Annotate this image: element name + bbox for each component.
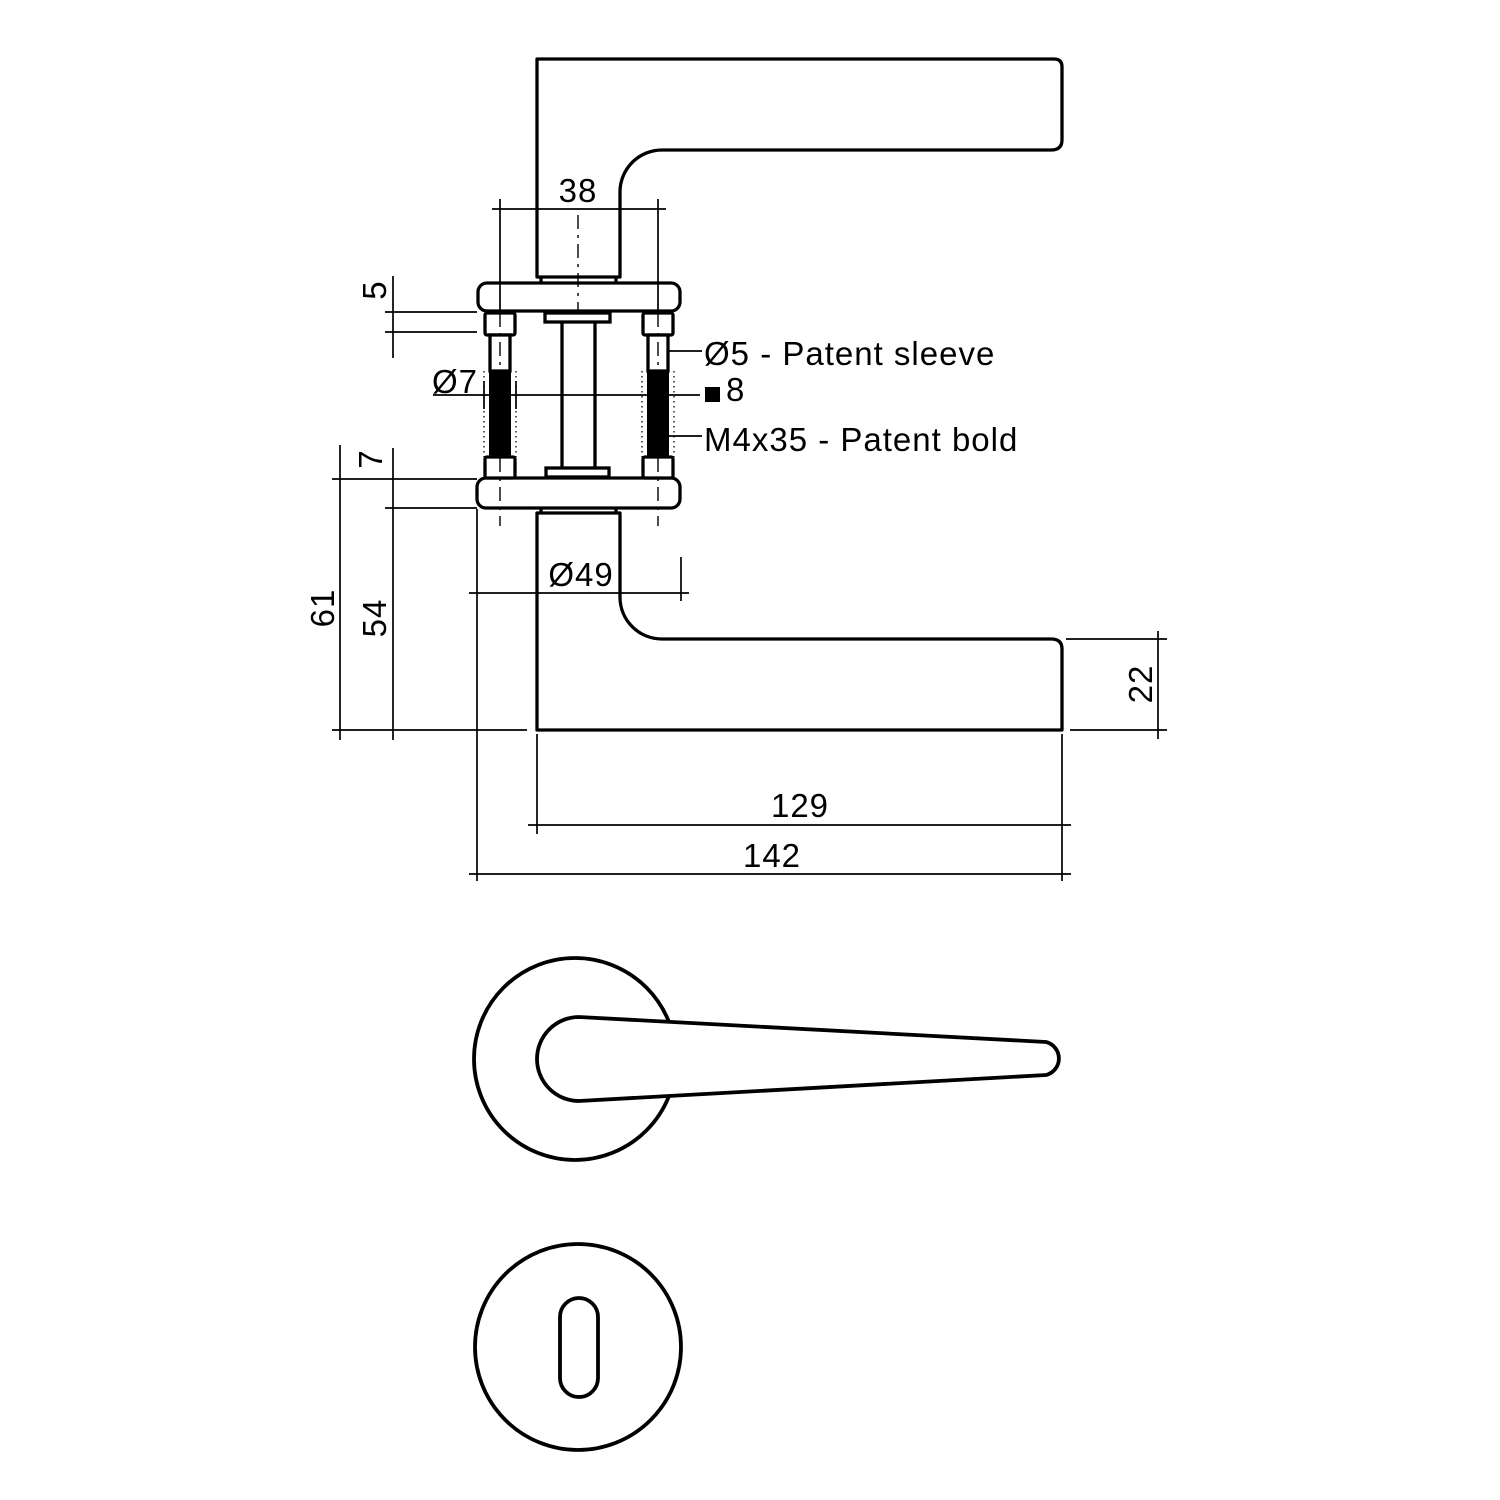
filled-shapes-layer (489, 371, 720, 457)
callout-patent-bolt-label: M4x35 - Patent bold (704, 421, 1019, 458)
bottom-lever-side-view (537, 513, 1062, 730)
dim-5-label: 5 (356, 280, 393, 300)
keyhole-slot (560, 1298, 598, 1397)
square-spindle-marker (705, 387, 720, 402)
top-lever-side-view (537, 59, 1062, 277)
dim-22-label: 22 (1122, 664, 1159, 704)
spindle-bottom-cap (546, 468, 609, 477)
dim-7-label: 7 (352, 449, 389, 469)
top-rose (478, 283, 680, 311)
callout-spindle-size-label: 8 (726, 371, 746, 408)
dim-129-label: 129 (770, 787, 830, 824)
dim-142-label: 142 (742, 837, 802, 874)
spindle-top-cap (545, 313, 610, 322)
dimension-lines-layer (332, 199, 1167, 881)
dim-dia49-label: Ø49 (548, 556, 614, 593)
dim-38-label: 38 (558, 172, 598, 209)
dim-dia7-label: Ø7 (431, 363, 478, 400)
front-view-layer (474, 958, 1059, 1450)
front-lever (537, 1017, 1059, 1101)
callout-patent-sleeve-label: Ø5 - Patent sleeve (704, 335, 996, 372)
dim-54-label: 54 (356, 598, 393, 638)
dimension-text-layer (304, 172, 1159, 874)
dim-61-label: 61 (304, 588, 341, 628)
bottom-rose (477, 478, 680, 508)
